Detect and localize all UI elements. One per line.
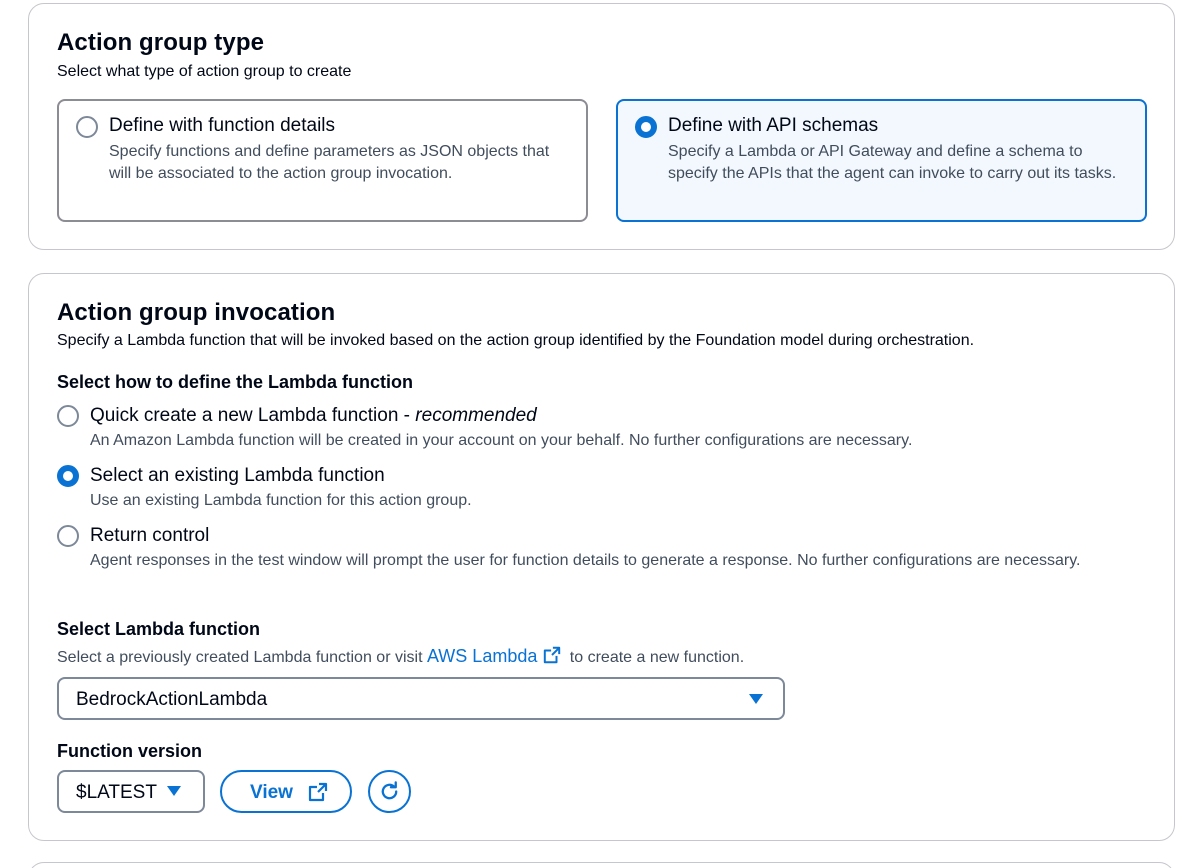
section-title: Action group invocation [57, 299, 336, 326]
lambda-function-label: Select Lambda function [57, 619, 261, 639]
refresh-button[interactable] [368, 770, 411, 813]
radio-icon[interactable] [76, 116, 98, 138]
external-link-icon[interactable] [543, 646, 561, 664]
action-group-invocation-section [28, 273, 1175, 841]
next-section [28, 862, 1175, 868]
radio-select-existing[interactable] [57, 465, 79, 487]
caret-down-icon [167, 786, 181, 796]
action-group-type-section [28, 3, 1175, 250]
lambda-function-select[interactable] [57, 677, 785, 720]
tile-description: Specify functions and define parameters as JSON objects that will be associated to the action group invocation. [109, 143, 550, 182]
aws-lambda-link[interactable]: AWS Lambda [426, 646, 538, 666]
option-quick-create-description: An Amazon Lambda function will be created in your account on your behalf. No further configurations are necessary. [90, 432, 913, 449]
section-title: Action group type [57, 29, 265, 56]
external-link-icon [308, 782, 328, 802]
option-return-control-title[interactable]: Return control [90, 525, 210, 546]
lambda-function-value: BedrockActionLambda [76, 689, 268, 710]
view-button[interactable] [220, 770, 352, 813]
option-quick-create-title[interactable]: Quick create a new Lambda function - recommended [90, 405, 537, 426]
refresh-icon [378, 780, 401, 803]
view-button-label: View [250, 782, 293, 803]
tile-description: Specify a Lambda or API Gateway and define a schema to specify the APIs that the agent can invoke to carry out its tasks. [668, 143, 1117, 182]
section-description: Specify a Lambda function that will be invoked based on the action group identified by the Foundation model during orchestration. [57, 332, 975, 349]
define-lambda-label: Select how to define the Lambda function [57, 372, 414, 392]
radio-icon[interactable] [635, 116, 657, 138]
tile-title: Define with API schemas [668, 115, 879, 136]
caret-down-icon [749, 694, 763, 704]
option-return-control-description: Agent responses in the test window will prompt the user for function details to generate a response. No further configurations are necessary. [90, 552, 1081, 569]
radio-return-control[interactable] [57, 525, 79, 547]
tile-function-details[interactable] [57, 99, 588, 222]
radio-quick-create[interactable] [57, 405, 79, 427]
function-version-label: Function version [57, 741, 203, 761]
lambda-function-hint: Select a previously created Lambda function or visit AWS Lambda to create a new function. [57, 646, 745, 666]
option-select-existing-description: Use an existing Lambda function for this action group. [90, 492, 472, 509]
function-version-select[interactable] [57, 770, 205, 813]
tile-api-schemas[interactable] [616, 99, 1147, 222]
section-description: Select what type of action group to create [57, 63, 352, 80]
function-version-value: $LATEST [76, 782, 157, 803]
tile-title: Define with function details [109, 115, 336, 136]
option-select-existing-title[interactable]: Select an existing Lambda function [90, 465, 385, 486]
